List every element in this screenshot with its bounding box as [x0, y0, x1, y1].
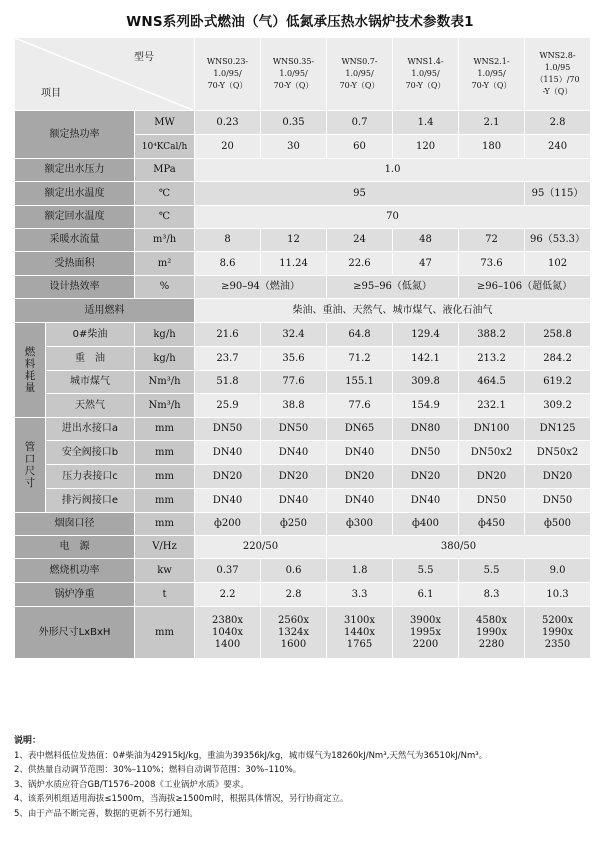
header-row — [15, 38, 591, 111]
cell: DN80 — [393, 418, 459, 441]
cell: 102 — [525, 252, 591, 276]
outlet-temp-unit: ℃ — [135, 182, 195, 206]
cell: 120 — [393, 135, 459, 159]
model-header-5: WNS2.1- 1.0/95/ 70-Y（Q） — [459, 38, 525, 111]
cell: 77.6 — [327, 394, 393, 418]
model-header-4: WNS1.4- 1.0/95/ 70-Y（Q） — [393, 38, 459, 111]
cell: 2.8 — [525, 111, 591, 135]
pipe-row — [15, 418, 591, 441]
cell: 0.7 — [327, 111, 393, 135]
cell: 619.2 — [525, 371, 591, 394]
net-weight-label: 锅炉净重 — [15, 583, 135, 607]
consumption-item-label: 城市煤气 — [46, 371, 135, 394]
cell: DN20 — [525, 465, 591, 489]
cell: 155.1 — [327, 371, 393, 394]
cell: 8 — [195, 229, 261, 252]
cell: 22.6 — [327, 252, 393, 276]
outlet-pressure-value: 1.0 — [195, 159, 591, 182]
pipe-row — [15, 489, 591, 513]
consumption-unit: Nm³/h — [135, 394, 195, 418]
notes-title: 说明： — [14, 736, 42, 746]
dimensions-cell: 3900x 1995x 2200 — [393, 607, 459, 659]
dimensions-cell: 5200x 1990x 2350 — [525, 607, 591, 659]
efficiency-low-nox: ≥95–96（低氮） — [327, 276, 459, 299]
cell: DN40 — [261, 441, 327, 465]
dimensions-unit: mm — [135, 607, 195, 659]
cell: 232.1 — [459, 394, 525, 418]
cell: 35.6 — [261, 347, 327, 371]
model-header-6: WNS2.8- 1.0/95 （115）/70 -Y（Q） — [525, 38, 591, 111]
dimensions-cell: 3100x 1440x 1765 — [327, 607, 393, 659]
outlet-temp-value: 95 — [195, 182, 525, 206]
item-label: 项目 — [41, 88, 61, 99]
pipe-row — [15, 441, 591, 465]
return-temp-value: 70 — [195, 206, 591, 229]
cell: DN50 — [525, 489, 591, 513]
pipe-item-label: 进出水接口a — [46, 418, 135, 441]
cell: 213.2 — [459, 347, 525, 371]
cell: 0.37 — [195, 559, 261, 583]
cell: DN40 — [261, 489, 327, 513]
heating-area-label: 受热面积 — [15, 252, 135, 276]
model-header-2: WNS0.35- 1.0/95/ 70-Y（Q） — [261, 38, 327, 111]
cell: 284.2 — [525, 347, 591, 371]
pipe-side-label: 管 口 尺 寸 — [15, 418, 46, 513]
cell: 309.2 — [525, 394, 591, 418]
cell: 154.9 — [393, 394, 459, 418]
cell: 240 — [525, 135, 591, 159]
outlet-pressure-row — [15, 159, 591, 182]
return-temp-row — [15, 206, 591, 229]
cell: DN50 — [195, 418, 261, 441]
cell: DN20 — [459, 465, 525, 489]
cell: DN20 — [261, 465, 327, 489]
cell: 5.5 — [393, 559, 459, 583]
cell: DN100 — [459, 418, 525, 441]
cell: 20 — [195, 135, 261, 159]
cell: 309.8 — [393, 371, 459, 394]
cell: 180 — [459, 135, 525, 159]
fuel-row — [15, 299, 591, 323]
cell: 73.6 — [459, 252, 525, 276]
cell: 464.5 — [459, 371, 525, 394]
outlet-temp-label: 额定出水温度 — [15, 182, 135, 206]
flue-row — [15, 513, 591, 536]
consumption-item-label: 重 油 — [46, 347, 135, 371]
cell: 64.8 — [327, 323, 393, 347]
water-flow-label: 采暖水流量 — [15, 229, 135, 252]
burner-power-unit: kw — [135, 559, 195, 583]
cell: DN40 — [327, 489, 393, 513]
fuel-label: 适用燃料 — [15, 299, 195, 323]
dimensions-row — [15, 607, 591, 659]
pipe-row — [15, 465, 591, 489]
cell: 21.6 — [195, 323, 261, 347]
type-label: 型号 — [134, 52, 155, 63]
cell: ф200 — [195, 513, 261, 536]
heat-power-unit-mw: MW — [135, 111, 195, 135]
header-item-cell — [15, 38, 195, 111]
note-line: 4、该系列机组适用海拔≤1500m，当海拔≥1500m时，根据具体情况，另行协商定立。 — [14, 794, 349, 804]
cell: 23.7 — [195, 347, 261, 371]
cell: 10.3 — [525, 583, 591, 607]
pipe-unit: mm — [135, 441, 195, 465]
cell: 129.4 — [393, 323, 459, 347]
cell: 2.8 — [261, 583, 327, 607]
cell: 9.0 — [525, 559, 591, 583]
cell: 8.3 — [459, 583, 525, 607]
dimensions-cell: 2380x 1040x 1400 — [195, 607, 261, 659]
outlet-pressure-label: 额定出水压力 — [15, 159, 135, 182]
power-supply-380: 380/50 — [327, 536, 591, 559]
spec-table — [14, 37, 591, 659]
consumption-row — [15, 394, 591, 418]
cell: 38.8 — [261, 394, 327, 418]
consumption-row — [15, 323, 591, 347]
cell: DN125 — [525, 418, 591, 441]
cell: 47 — [393, 252, 459, 276]
power-supply-unit: V/Hz — [135, 536, 195, 559]
cell: ф500 — [525, 513, 591, 536]
burner-power-row — [15, 559, 591, 583]
cell: 30 — [261, 135, 327, 159]
cell: 60 — [327, 135, 393, 159]
dimensions-cell: 4580x 1990x 2280 — [459, 607, 525, 659]
consumption-row — [15, 371, 591, 394]
return-temp-label: 额定回水温度 — [15, 206, 135, 229]
cell: 3.3 — [327, 583, 393, 607]
cell: 8.6 — [195, 252, 261, 276]
cell: 71.2 — [327, 347, 393, 371]
cell: 77.6 — [261, 371, 327, 394]
water-flow-row — [15, 229, 591, 252]
efficiency-label: 设计热效率 — [15, 276, 135, 299]
cell: DN50 — [459, 489, 525, 513]
dimensions-cell: 2560x 1324x 1600 — [261, 607, 327, 659]
power-supply-label: 电 源 — [15, 536, 135, 559]
flue-label: 烟囱口径 — [15, 513, 135, 536]
pipe-item-label: 压力表接口c — [46, 465, 135, 489]
cell: 96（53.3） — [525, 229, 591, 252]
note-line: 2、供热量自动调节范围：30%–110%；燃料自动调节范围：30%–110%。 — [14, 765, 302, 775]
cell: 0.23 — [195, 111, 261, 135]
cell: 388.2 — [459, 323, 525, 347]
cell: 0.6 — [261, 559, 327, 583]
cell: 24 — [327, 229, 393, 252]
cell: DN40 — [327, 441, 393, 465]
consumption-row — [15, 347, 591, 371]
cell: DN65 — [327, 418, 393, 441]
cell: 51.8 — [195, 371, 261, 394]
burner-power-label: 燃烧机功率 — [15, 559, 135, 583]
pipe-item-label: 安全阀接口b — [46, 441, 135, 465]
cell: 258.8 — [525, 323, 591, 347]
cell: ф300 — [327, 513, 393, 536]
water-flow-unit: m³/h — [135, 229, 195, 252]
cell: 6.1 — [393, 583, 459, 607]
cell: 2.2 — [195, 583, 261, 607]
cell: ф250 — [261, 513, 327, 536]
model-header-3: WNS0.7- 1.0/95/ 70-Y（Q） — [327, 38, 393, 111]
outlet-pressure-unit: MPa — [135, 159, 195, 182]
dimensions-label: 外形尺寸LxBxH — [15, 607, 135, 659]
flue-unit: mm — [135, 513, 195, 536]
consumption-side-label: 燃 料 耗 量 — [15, 323, 46, 418]
cell: DN50x2 — [525, 441, 591, 465]
cell: DN40 — [195, 489, 261, 513]
cell: DN50x2 — [459, 441, 525, 465]
note-line: 1、表中燃料低位发热值：0#柴油为42915kJ/kg，重油为39356kJ/kg，城市煤气为18260kJ/Nm³,天然气为36510kJ/Nm³。 — [14, 750, 488, 761]
outlet-temp-row — [15, 182, 591, 206]
cell: 72 — [459, 229, 525, 252]
consumption-unit: Nm³/h — [135, 371, 195, 394]
cell: 142.1 — [393, 347, 459, 371]
cell: 12 — [261, 229, 327, 252]
cell: 11.24 — [261, 252, 327, 276]
cell: DN50 — [393, 441, 459, 465]
cell: 2.1 — [459, 111, 525, 135]
cell: DN20 — [327, 465, 393, 489]
cell: DN40 — [393, 489, 459, 513]
efficiency-ultra-low-nox: ≥96–106（超低氮） — [459, 276, 591, 299]
cell: 1.8 — [327, 559, 393, 583]
power-supply-220: 220/50 — [195, 536, 327, 559]
cell: ф450 — [459, 513, 525, 536]
cell: 1.4 — [393, 111, 459, 135]
cell: 0.35 — [261, 111, 327, 135]
notes — [14, 734, 590, 821]
pipe-unit: mm — [135, 489, 195, 513]
cell: 48 — [393, 229, 459, 252]
cell: 5.5 — [459, 559, 525, 583]
pipe-unit: mm — [135, 418, 195, 441]
fuel-value: 柴油、重油、天然气、城市煤气、液化石油气 — [195, 299, 591, 323]
cell: 25.9 — [195, 394, 261, 418]
cell: DN20 — [195, 465, 261, 489]
page-title: WNS系列卧式燃油（气）低氮承压热水锅炉技术参数表1 — [126, 14, 474, 30]
heating-area-row — [15, 252, 591, 276]
return-temp-unit: ℃ — [135, 206, 195, 229]
heating-area-unit: m² — [135, 252, 195, 276]
heat-power-unit-kcal: 10⁴KCal/h — [135, 135, 195, 159]
pipe-item-label: 排污阀接口e — [46, 489, 135, 513]
cell: 32.4 — [261, 323, 327, 347]
power-supply-row — [15, 536, 591, 559]
cell: DN20 — [393, 465, 459, 489]
net-weight-unit: t — [135, 583, 195, 607]
consumption-item-label: 0#柴油 — [46, 323, 135, 347]
efficiency-oil: ≥90–94（燃油） — [195, 276, 327, 299]
outlet-temp-last: 95（115） — [525, 182, 591, 206]
pipe-unit: mm — [135, 465, 195, 489]
heat-power-row-mw — [15, 111, 591, 135]
consumption-unit: kg/h — [135, 347, 195, 371]
consumption-unit: kg/h — [135, 323, 195, 347]
net-weight-row — [15, 583, 591, 607]
note-line: 3、锅炉水质应符合GB/T1576–2008《工业锅炉水质》要求。 — [14, 779, 249, 790]
cell: ф400 — [393, 513, 459, 536]
cell: DN50 — [261, 418, 327, 441]
efficiency-unit: % — [135, 276, 195, 299]
model-header-1: WNS0.23- 1.0/95/ 70-Y（Q） — [195, 38, 261, 111]
heat-power-label: 额定热功率 — [15, 111, 135, 159]
note-line: 5、由于产品不断完善，数据的更新不另行通知。 — [14, 808, 198, 819]
consumption-item-label: 天然气 — [46, 394, 135, 418]
cell: DN40 — [195, 441, 261, 465]
efficiency-row — [15, 276, 591, 299]
